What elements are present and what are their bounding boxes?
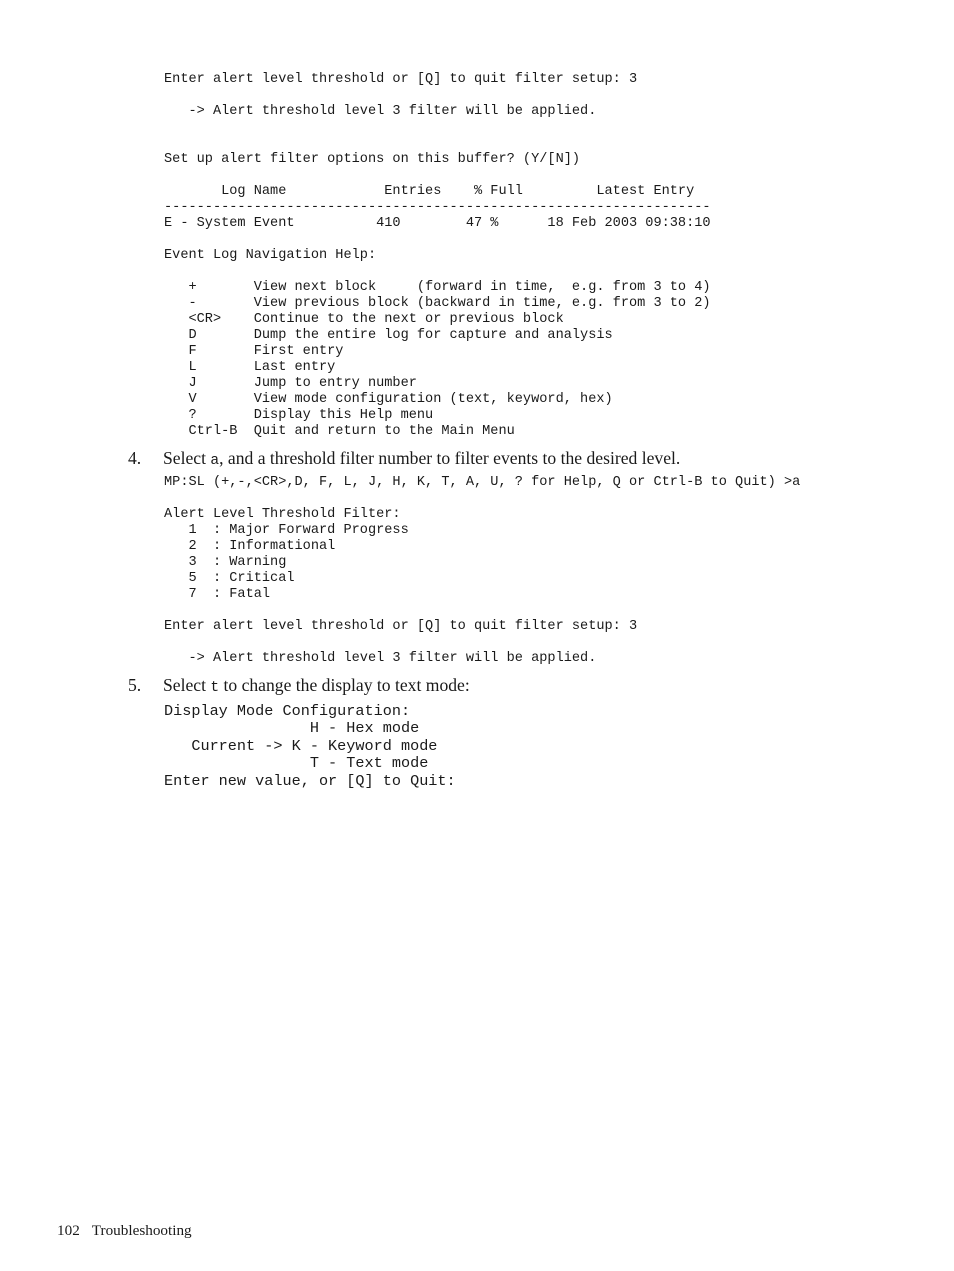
help-item: + View next block (forward in time, e.g. from 3 to 4) [164,280,711,295]
terminal-line: -> Alert threshold level 3 filter will be applied. [164,651,597,666]
page-number: 102 [57,1222,80,1239]
display-mode-heading: Display Mode Configuration: [164,702,411,720]
filter-heading: Alert Level Threshold Filter: [164,507,401,522]
display-mode-option: T - Text mode [164,754,429,773]
help-item: D Dump the entire log for capture and analysis [164,328,613,343]
terminal-line: Enter alert level threshold or [Q] to quit filter setup: 3 [164,619,638,634]
step-number: 5. [128,675,142,695]
log-table-header: Log Name Entries % Full Latest Entry [164,184,695,199]
step-text: to change the display to text mode: [219,675,470,695]
filter-option: 7 : Fatal [164,587,271,602]
help-item: Ctrl-B Quit and return to the Main Menu [164,424,515,439]
help-item: <CR> Continue to the next or previous block [164,312,564,327]
terminal-output-block-1 [164,72,711,440]
terminal-line [164,603,800,619]
terminal-output-block-3 [164,703,456,790]
terminal-line: -> Alert threshold level 3 filter will be applied. [164,104,597,119]
log-table-row: E - System Event 410 47 % 18 Feb 2003 09:38:10 [164,216,711,231]
terminal-line [164,88,711,104]
display-mode-option: H - Hex mode [164,719,420,738]
help-item: L Last entry [164,360,336,375]
step-4-instruction [128,448,680,471]
prompt-line: MP:SL (+,-,<CR>,D, F, L, J, H, K, T, A, U, ? for Help, Q or Ctrl-B to Quit) >a [164,475,801,490]
input-prompt: Enter new value, or [Q] to Quit: [164,771,456,790]
step-command: t [210,680,220,696]
help-heading: Event Log Navigation Help: [164,248,377,263]
step-text: , and a threshold filter number to filter events to the desired level. [219,448,681,468]
section-name: Troubleshooting [91,1222,192,1239]
step-5-instruction [128,675,470,698]
filter-option: 1 : Major Forward Progress [164,523,409,538]
filter-option: 5 : Critical [164,571,295,586]
terminal-line [164,136,711,152]
help-item: J Jump to entry number [164,376,417,391]
display-mode-option: Current -> K - Keyword mode [164,736,438,755]
terminal-line [164,168,711,184]
page-footer [57,1222,192,1240]
terminal-line [164,232,711,248]
terminal-line [164,635,800,651]
help-item: F First entry [164,344,344,359]
step-command: a [210,453,220,469]
filter-option: 2 : Informational [164,539,336,554]
help-item: - View previous block (backward in time, e.g. from 3 to 2) [164,296,711,311]
terminal-line: Enter alert level threshold or [Q] to quit filter setup: 3 [164,72,638,87]
terminal-line [164,120,711,136]
log-table-divider: ------------------------------------------------------------------- [164,200,711,215]
help-item: ? Display this Help menu [164,408,434,423]
terminal-line: Set up alert filter options on this buffer? (Y/[N]) [164,152,581,167]
terminal-line [164,264,711,280]
terminal-output-block-2 [164,475,800,667]
step-number: 4. [128,448,142,468]
help-item: V View mode configuration (text, keyword, hex) [164,392,613,407]
filter-option: 3 : Warning [164,555,287,570]
terminal-line [164,491,800,507]
step-text: Select [163,675,211,695]
step-text: Select [163,448,211,468]
